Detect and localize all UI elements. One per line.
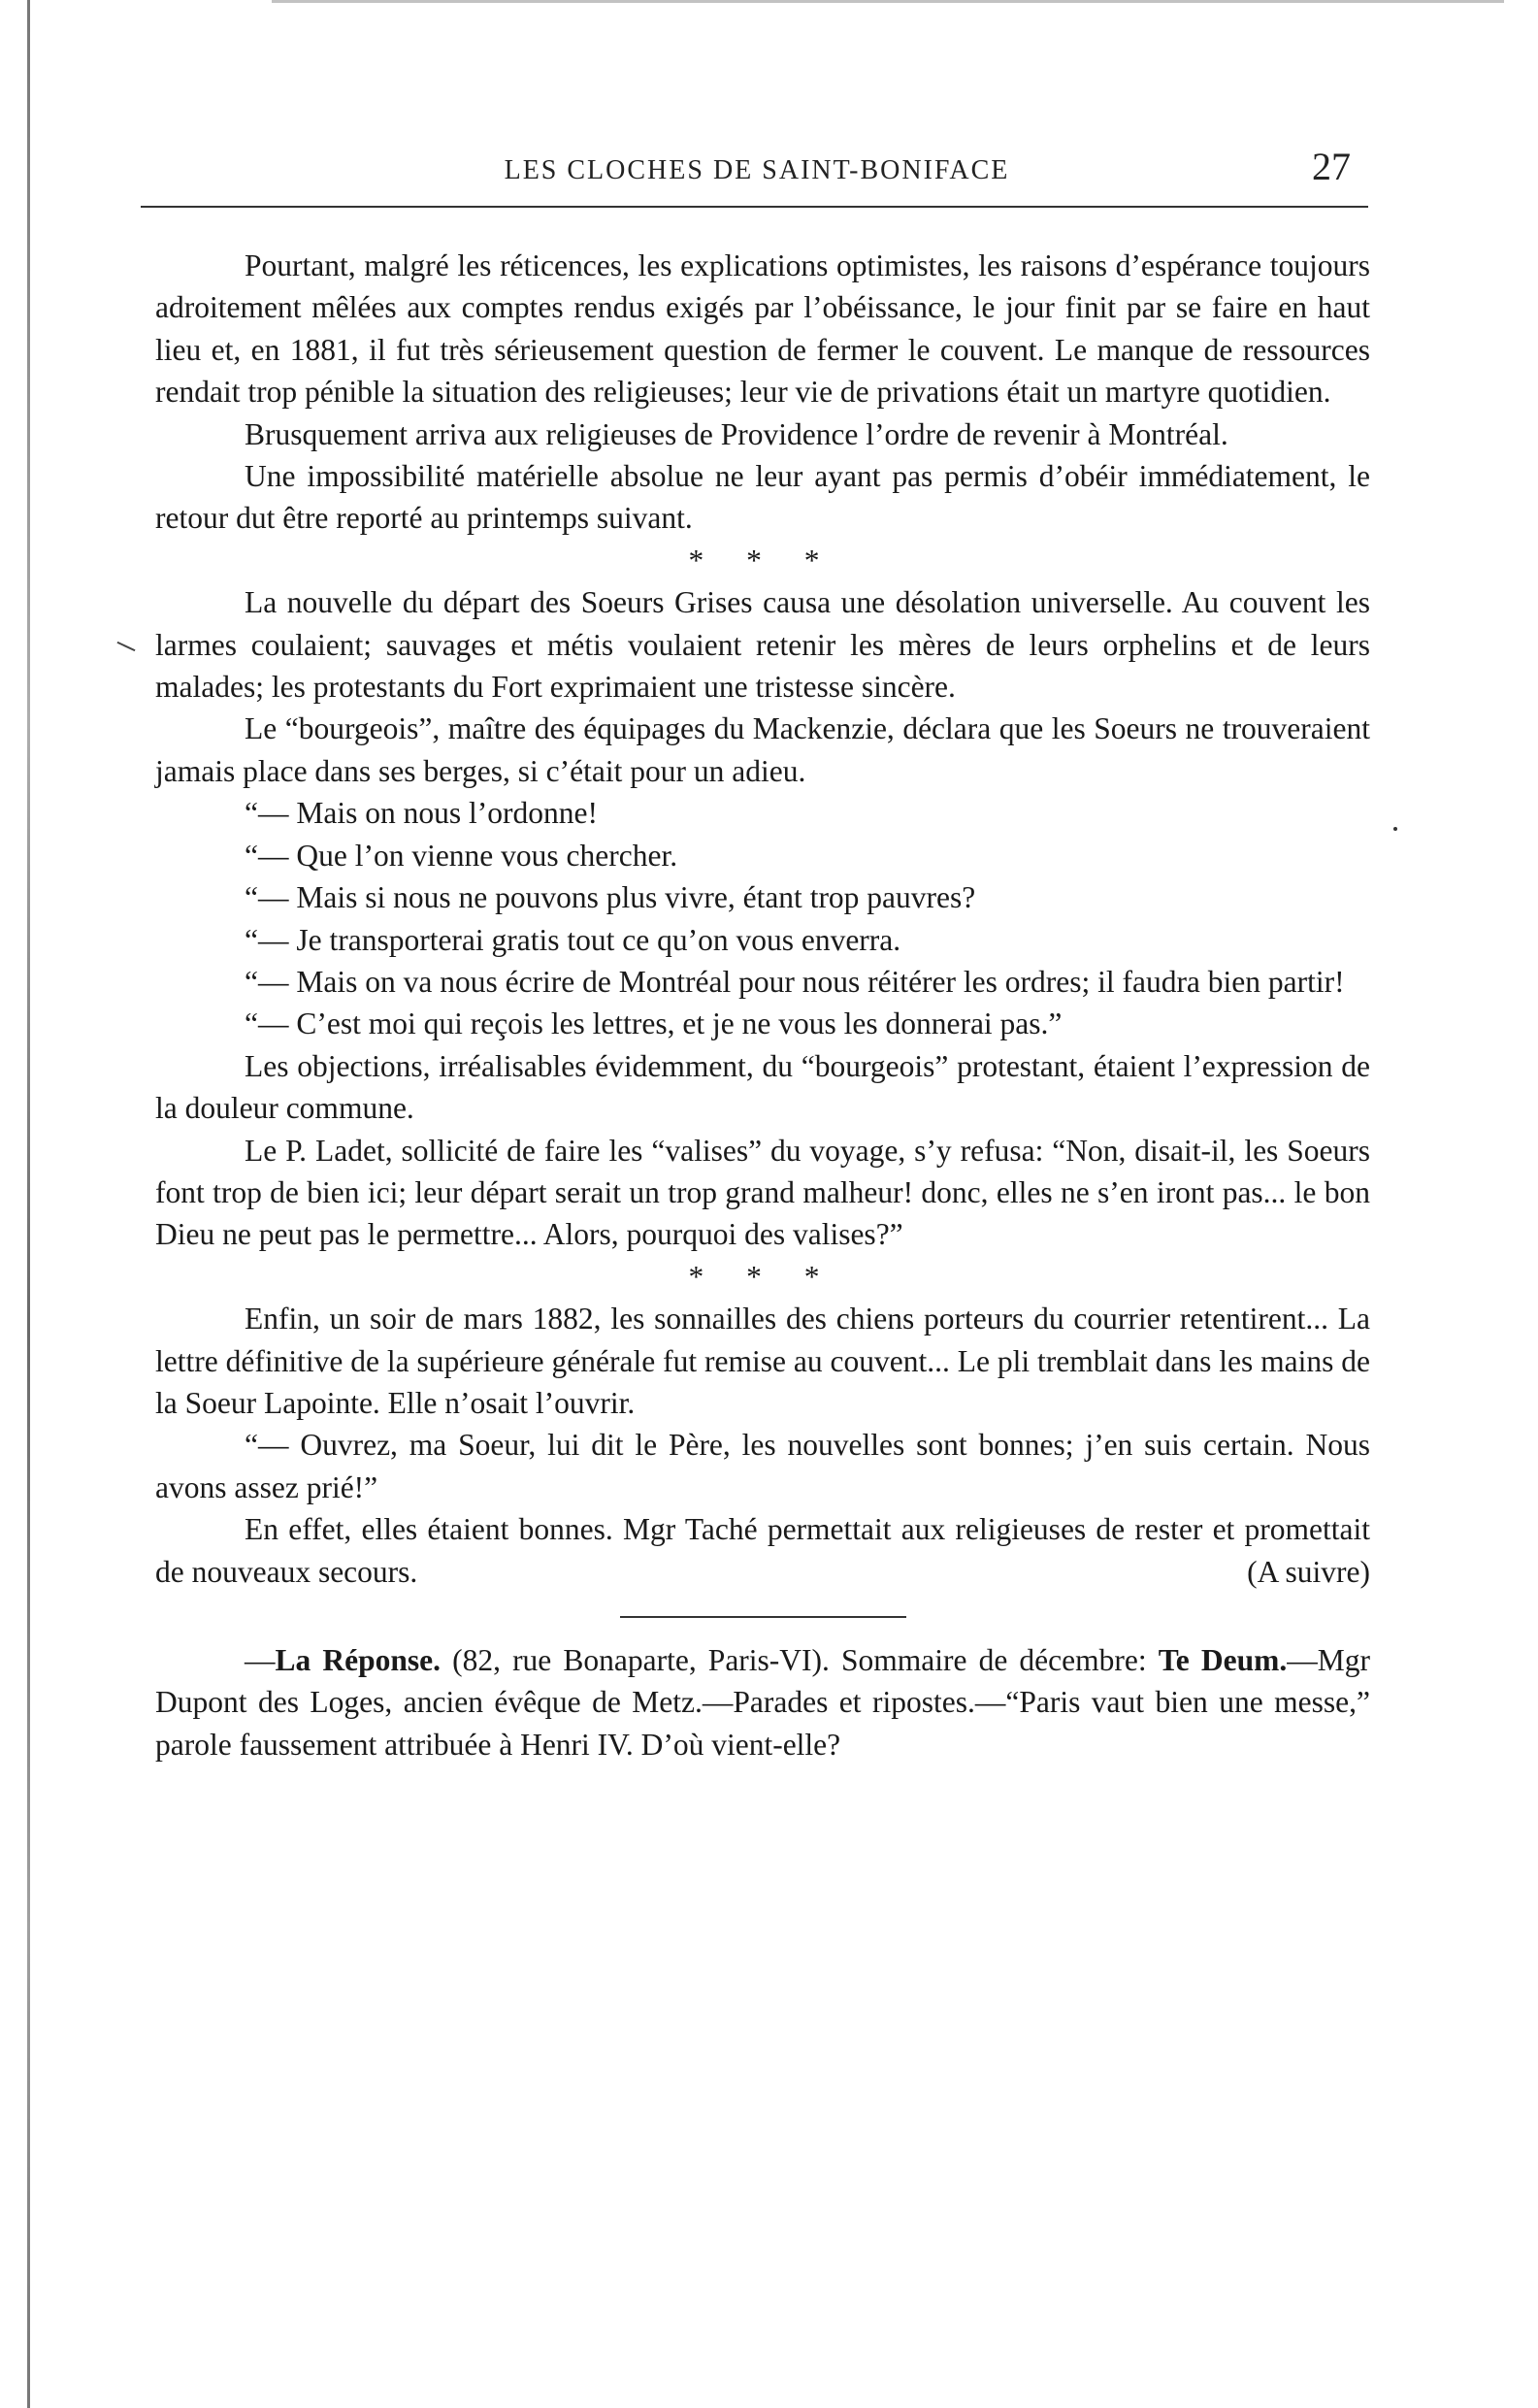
paragraph: “— Ouvrez, ma Soeur, lui dit le Père, les nouvelles sont bonnes; j’en suis certain. Nous avons assez prié!”: [155, 1428, 1370, 1504]
page-number: 27: [1312, 145, 1351, 188]
dialogue-line: “— Mais on va nous écrire de Montréal pour nous réitérer les ordres; il faudra bien partir!: [245, 964, 1345, 999]
paragraph: Enfin, un soir de mars 1882, les sonnailles des chiens porteurs du courrier retentirent... La lettre définitive de la supérieure générale fut remise au couvent... Le pli tremblait dans les mains de la Soeur Lapointe. Elle n’osait l’ouvrir.: [155, 1302, 1370, 1420]
page-binding-edge: [27, 0, 30, 2408]
paragraph: La nouvelle du départ des Soeurs Grises causa une désolation universelle. Au couvent les larmes coulaient; sauvages et métis voulaient retenir les mères de leurs orphelins et de leurs malades; les protestants du Fort exprimaient une tristesse sincère.: [155, 585, 1370, 705]
running-head: LES CLOCHES DE SAINT-BONIFACE: [504, 155, 1010, 185]
body-text: [155, 245, 1370, 1765]
dialogue-line: “— Je transporterai gratis tout ce qu’on vous enverra.: [245, 922, 901, 957]
dialogue-line: “— C’est moi qui reçois les lettres, et je ne vous les donnerai pas.”: [245, 1006, 1063, 1041]
a-suivre-label: (A suivre): [1247, 1554, 1370, 1589]
note-text-b: —Mgr Dupont des Loges, ancien évêque de Metz.—Parades et ripostes.—“Paris vaut bien une messe,” parole faussement attribuée à Henri IV. D’où vient-elle?: [155, 1643, 1371, 1762]
header-rule: [141, 206, 1368, 208]
paragraph: Le “bourgeois”, maître des équipages du Mackenzie, déclara que les Soeurs ne trouveraient jamais place dans ses berges, si c’était pour un adieu.: [155, 711, 1370, 788]
review-note: [155, 1639, 1370, 1765]
paragraph: Brusquement arriva aux religieuses de Providence l’ordre de revenir à Montréal.: [245, 416, 1228, 451]
dialogue-line: “— Que l’on vienne vous chercher.: [245, 838, 678, 873]
paragraph: Pourtant, malgré les réticences, les explications optimistes, les raisons d’espérance toujours adroitement mêlées aux comptes rendus exigés par l’obéissance, le jour finit par se faire en haut lieu et, en 1881, il fut très sérieusement question de fermer le couvent. Le manque de ressources rendait trop pénible la situation des religieuses; leur vie de privations était un martyre quotidien.: [155, 248, 1370, 410]
note-title: La Réponse.: [275, 1643, 441, 1677]
note-te-deum: Te Deum.: [1158, 1643, 1288, 1677]
note-dash: —: [245, 1643, 276, 1677]
margin-mark: [117, 642, 136, 651]
scan-top-edge: [272, 0, 1504, 3]
paragraph: Les objections, irréalisables évidemment, du “bourgeois” protestant, étaient l’expression de la douleur commune.: [155, 1048, 1370, 1126]
dialogue-line: “— Mais si nous ne pouvons plus vivre, étant trop pauvres?: [245, 880, 976, 915]
footnote-rule: [620, 1616, 906, 1618]
paragraph: Le P. Ladet, sollicité de faire les “valises” du voyage, s’y refusa: “Non, disait-il, les Soeurs font trop de bien ici; leur départ serait un trop grand malheur! donc, elles ne s’en iront pas... le bon Dieu ne peut pas le permettre... Alors, pourquoi des valises?”: [155, 1133, 1370, 1252]
margin-dot: [1393, 827, 1397, 831]
section-break-stars: * * *: [688, 543, 837, 577]
paragraph-text: En effet, elles étaient bonnes. Mgr Taché permettait aux religieuses de rester et promettait de nouveaux secours.: [155, 1512, 1370, 1589]
paragraph: Une impossibilité matérielle absolue ne leur ayant pas permis d’obéir immédiatement, le retour dut être reporté au printemps suivant.: [155, 459, 1370, 536]
dialogue-line: “— Mais on nous l’ordonne!: [245, 796, 598, 831]
section-break-stars: * * *: [688, 1259, 837, 1294]
paragraph: [155, 1508, 1370, 1593]
note-text-a: (82, rue Bonaparte, Paris-VI). Sommaire de décembre:: [441, 1643, 1159, 1677]
